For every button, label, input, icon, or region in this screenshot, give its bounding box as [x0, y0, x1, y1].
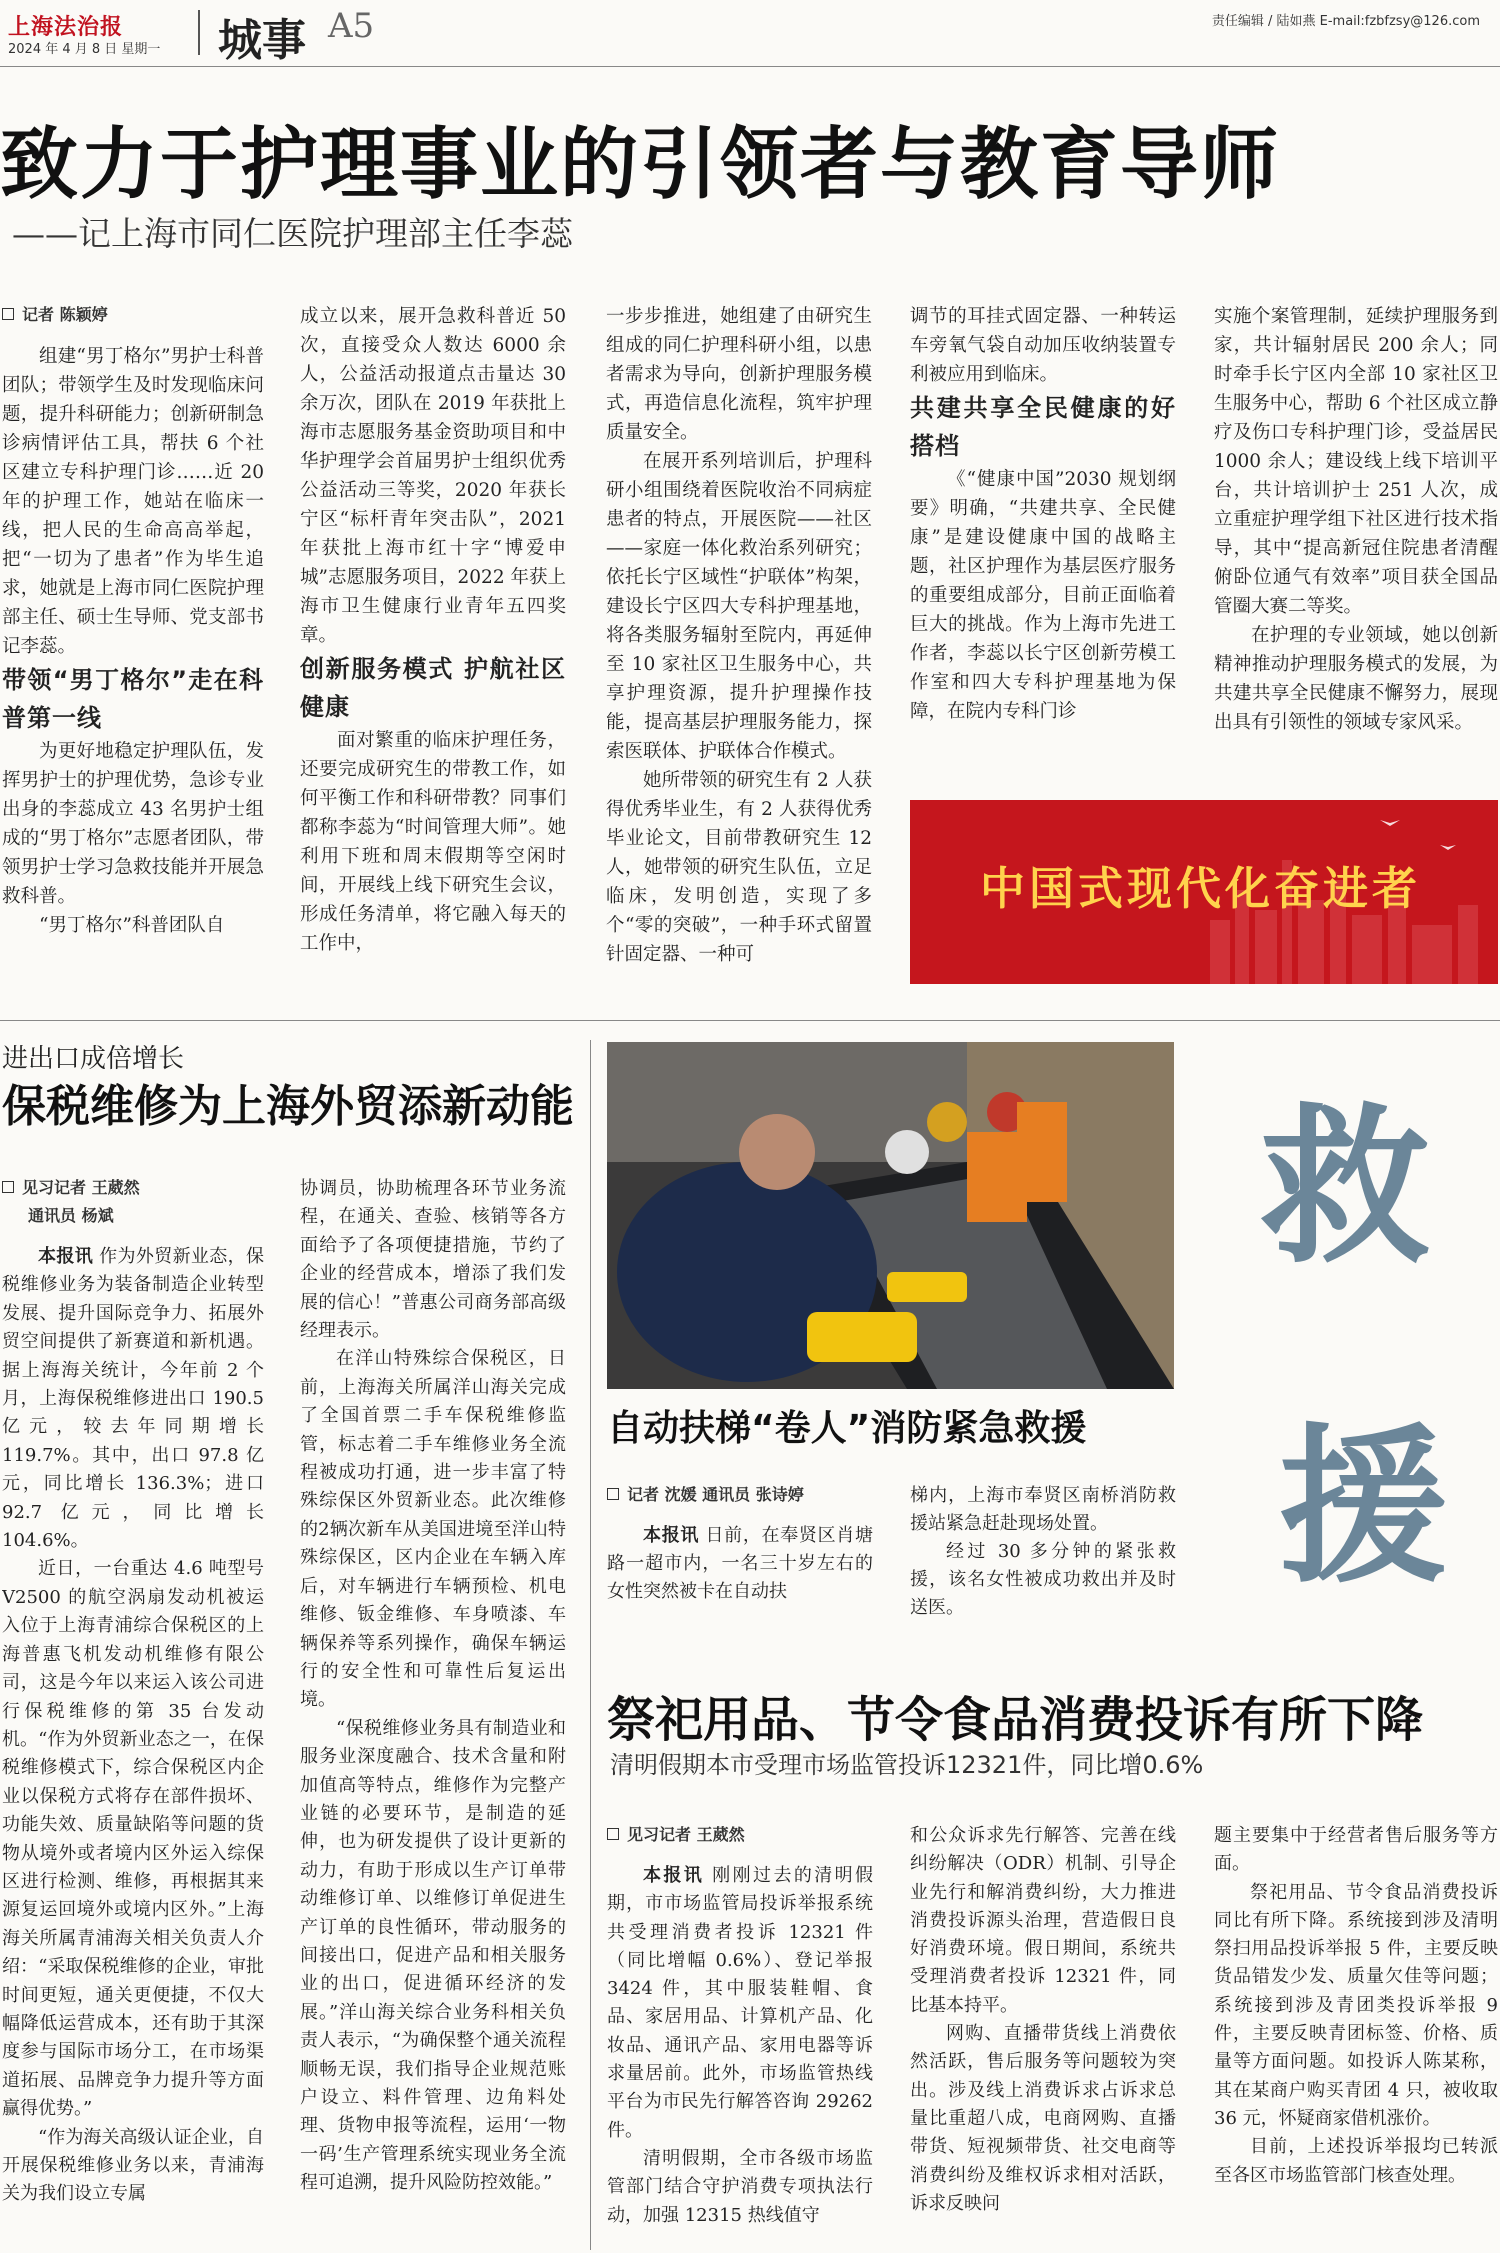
story2-headline: 保税维修为上海外贸添新动能 [2, 1081, 574, 1132]
page-number: A5 [328, 6, 375, 46]
paragraph: 本报讯 日前，在奉贤区肖塘路一超市内，一名三十岁左右的女性突然被卡在自动扶 [607, 1525, 873, 1602]
paragraph: 目前，上述投诉举报均已转派至各区市场监管部门核查处理。 [1214, 2136, 1498, 2186]
issue-date: 2024 年 4 月 8 日 星期一 [8, 42, 161, 57]
story4-headline: 祭祀用品、节令食品消费投诉有所下降 [607, 1692, 1424, 1748]
paragraph: “作为海关高级认证企业，自开展保税维修业务以来，青浦海关为我们设立专属 [2, 2126, 264, 2205]
paragraph: 她所带领的研究生有 2 人获得优秀毕业生，有 2 人获得优秀毕业论文，目前带教研究生 12 人，她带领的研究生队伍，立足临床，发明创造，实现了多个“零的突破”，一种手环式留置针固定器、一种可 [606, 770, 872, 965]
story2-column-1 [2, 1175, 264, 2250]
paragraph: 本报讯 刚刚过去的清明假期，市市场监管局投诉举报系统共受理消费者投诉 12321 件（同比增幅 0.6%）、登记举报 3424 件，其中服装鞋帽、食品、家居用品、计算机产品、化妆品、通讯产品、家用电器等诉求量居前。此外，市场监管热线平台为市民先行解答咨询 29262 件。 [607, 1865, 873, 2141]
paragraph: 成立以来，展开急救科普近 50 次，直接受众人数达 6000 余人，公益活动报道点击量达 30 余万次，团队在 2019 年获批上海市志愿服务基金资助项目和中华护理学会首届男护士组织优秀公益活动三等奖，2020 年获长宁区“标杆青年突击队”，2021 年获批上海市红十字“博爱申城”志愿服务项目，2022 年获上海市卫生健康行业青年五四奖章。 [300, 306, 566, 646]
masthead-rule [0, 66, 1500, 67]
paragraph: 实施个案管理制，延续护理服务到家，共计辐射居民 200 余人；同时牵手长宁区内全部 10 家社区卫生服务中心，帮助 6 个社区成立静疗及伤口专科护理门诊，受益居民 1000 余人；建设线上线下培训平台，共计培训护士 251 人次，成立重症护理学组下社区进行技术指导，其中“提高新冠住院患者清醒俯卧位通气有效率”项目获全国品管圈大赛二等奖。 [1214, 306, 1498, 617]
paragraph: 和公众诉求先行解答、完善在线纠纷解决（ODR）机制、引导企业先行和解消费纠纷，大力推进消费投诉源头治理，营造假日良好消费环境。假日期间，系统共受理消费者投诉 12321 件，同比基本持平。 [910, 1825, 1176, 2016]
dove-icon [1380, 820, 1400, 826]
paragraph: 为更好地稳定护理队伍，发挥男护士的护理优势，急诊专业出身的李蕊成立 43 名男护士组成的“男丁格尔”志愿者团队，带领男护士学习急救技能并开展急救科普。 [2, 741, 264, 907]
paragraph: 一步步推进，她组建了由研究生组成的同仁护理科研小组，以患者需求为导向，创新护理服务模式，再造信息化流程，筑牢护理质量安全。 [606, 306, 872, 443]
paragraph: 网购、直播带货线上消费依然活跃，售后服务等问题较为突出。涉及线上消费诉求占诉求总量比重超八成，电商网购、直播带货、短视频带货、社交电商等消费纠纷及维权诉求相对活跃，诉求反映问 [910, 2023, 1176, 2214]
story1-byline: 记者 陈颖婷 [2, 302, 264, 328]
paragraph: 组建“男丁格尔”男护士科普团队；带领学生及时发现临床问题，提升科研能力；创新研制急诊病情评估工具，帮扶 6 个社区建立专科护理门诊……近 20 年的护理工作，她站在临床一线，把人民的生命高高举起，把“一切为了患者”作为毕生追求，她就是上海市同仁医院护理部主任、硕士生导师、党支部书记李蕊。 [2, 346, 264, 657]
newspaper-logo: 上海法治报 [8, 14, 124, 40]
paragraph: 调节的耳挂式固定器、一种转运车旁氧气袋自动加压收纳装置专利被应用到临床。 [910, 306, 1176, 385]
byline-box-icon [2, 308, 14, 320]
escalator-rescue-photo [607, 1042, 1174, 1389]
byline-box-icon [2, 1181, 14, 1193]
story4-column-2 [910, 1822, 1176, 2252]
story1-subheading-3: 共建共享全民健康的好搭档 [910, 394, 1176, 460]
story4-subhead: 清明假期本市受理市场监管投诉12321件，同比增0.6% [610, 1751, 1204, 1779]
story3-byline: 记者 沈媛 通讯员 张诗婷 [607, 1482, 873, 1508]
editor-credit: 责任编辑 / 陆如燕 E-mail:fzbfzsy@126.com [1211, 14, 1480, 29]
story4-column-3 [1214, 1822, 1498, 2252]
story4-byline: 见习记者 王葳然 [607, 1822, 873, 1848]
paragraph: 近日，一台重达 4.6 吨型号 V2500 的航空涡扇发动机被运入位于上海青浦综合保税区的上海普惠飞机发动机维修有限公司，这是今年以来运入该公司进行保税维修的第 35 台发动机。“作为外贸新业态之一，在保税维修模式下，综合保税区内企业以保税方式将存在部件损坏、功能失效、质量缺陷等问题的货物从境外或者境内区外运入综保区进行检测、维修，再根据其来源复运回境外或境内区外。”上海海关所属青浦海关相关负责人介绍：“采取保税维修的企业，审批时间更短，通关更便捷，不仅大幅降低运营成本，还有助于其深度参与国际市场分工，在市场渠道拓展、品牌竞争力提升等方面赢得优势。” [2, 1558, 264, 2120]
paragraph: 本报讯 作为外贸新业态，保税维修业务为装备制造企业转型发展、提升国际竞争力、拓展外贸空间提供了新赛道和新机遇。据上海海关统计，今年前 2 个月，上海保税维修进出口 190.5 亿元，较去年同期增长 119.7%。其中，出口 97.8 亿元，同比增长 136.3%；进口 92.7 亿元，同比增长 104.6%。 [2, 1246, 264, 1552]
paragraph: 题主要集中于经营者售后服务等方面。 [1214, 1825, 1498, 1875]
paragraph: 在洋山特殊综合保税区，日前，上海海关所属洋山海关完成了全国首票二手车保税维修监管，标志着二手车维修业务全流程被成功打通，进一步丰富了特殊综保区外贸新业态。此次维修的2辆次新车从美国进境至洋山特殊综保区，区内企业在车辆入库后，对车辆进行车辆预检、机电维修、钣金维修、车身喷漆、车辆保养等系列操作，确保车辆运行的安全性和可靠性后复运出境。 [300, 1348, 566, 1711]
paragraph: 协调员，协助梳理各环节业务流程，在通关、查验、核销等各方面给予了各项便捷措施，节约了企业的经营成本，增添了我们发展的信心！”普惠公司商务部高级经理表示。 [300, 1178, 566, 1342]
paragraph: 梯内，上海市奉贤区南桥消防救援站紧急赶赴现场处置。 [910, 1485, 1176, 1534]
story1-column-4 [910, 302, 1176, 782]
story1-subheading-2: 创新服务模式 护航社区健康 [300, 655, 566, 721]
column-divider [590, 1040, 591, 2250]
paragraph: 经过 30 多分钟的紧张救援，该名女性被成功救出并及时送医。 [910, 1541, 1176, 1618]
story4-column-1 [607, 1822, 873, 2252]
byline-box-icon [607, 1828, 619, 1840]
story3-column-1 [607, 1482, 873, 1672]
story3-column-2 [910, 1482, 1176, 1672]
paragraph: 面对繁重的临床护理任务，还要完成研究生的带教工作，如何平衡工作和科研带教？同事们都称李蕊为“时间管理大师”。她利用下班和周末假期等空闲时间，开展线上线下研究生会议，形成任务清单，将它融入每天的工作中， [300, 730, 566, 954]
section-title: 城事 [218, 15, 306, 66]
banner-text: 中国式现代化奋进者 [980, 862, 1422, 915]
paragraph: 祭祀用品、节令食品消费投诉同比有所下降。系统接到涉及清明祭扫用品投诉举报 5 件，主要反映货品错发少发、质量欠佳等问题；系统接到涉及青团类投诉举报 9 件，主要反映青团标签、价格、质量等方面问题。如投诉人陈某称，其在某商户购买青团 4 只，被收取 36 元，怀疑商家借机涨价。 [1214, 1881, 1498, 2129]
rescue-character-2: 援 [1278, 1407, 1449, 1607]
paragraph: 清明假期，全市各级市场监管部门结合守护消费专项执法行动，加强 12315 热线值守 [607, 2147, 873, 2226]
photo-caption: 自动扶梯“卷人”消防紧急救援 [607, 1408, 1087, 1449]
story1-column-3 [606, 302, 872, 992]
dove-icon [1440, 845, 1456, 850]
story1-headline: 致力于护理事业的引领者与教育导师 [0, 119, 1281, 210]
paragraph: 《“健康中国”2030 规划纲要》明确，“共建共享、全民健康”是建设健康中国的战略主题，社区护理作为基层医疗服务的重要组成部分，目前正面临着巨大的挑战。作为上海市先进工作者，李蕊以长宁区创新劳模工作室和四大专科护理基地为保障，在院内专科门诊 [910, 469, 1176, 722]
story1-subheading-1: 带领“男丁格尔”走在科普第一线 [2, 666, 264, 732]
byline-box-icon [607, 1488, 619, 1500]
story1-subhead: ——记上海市同仁医院护理部主任李蕊 [12, 214, 573, 253]
section-rule [0, 1020, 1500, 1021]
paragraph: 在护理的专业领域，她以创新精神推动护理服务模式的发展，为共建共享全民健康不懈努力，展现出具有引领性的领域专家风采。 [1214, 625, 1498, 733]
promo-banner [910, 800, 1498, 984]
paragraph: “保税维修业务具有制造业和服务业深度融合、技术含量和附加值高等特点，维修作为完整产业链的必要环节，是制造的延伸，也为研发提供了设计更新的动力，有助于形成以生产订单带动维修订单、以维修订单促进生产订单的良性循环，带动服务的间接出口，促进产品和相关服务业的出口，促进循环经济的发展。”洋山海关综合业务科相关负责人表示，“为确保整个通关流程顺畅无误，我们指导企业规范账户设立、料件管理、边角料处理、货物申报等流程，运用‘一物一码’生产管理系统实现业务全流程可追溯，提升风险防控效能。” [300, 1717, 566, 2194]
story1-column-5 [1214, 302, 1498, 782]
paragraph: 在展开系列培训后，护理科研小组围绕着医院收治不同病症患者的特点，开展医院——社区——家庭一体化救治系列研究；依托长宁区域性“护联体”构架，建设长宁区四大专科护理基地，将各类服务辐射至院内，再延伸至 10 家社区卫生服务中心，共享护理资源，提升护理操作技能，提高基层护理服务能力，探索医联体、护联体合作模式。 [606, 451, 872, 762]
rescue-character-1: 救 [1260, 1087, 1431, 1287]
story2-kicker: 进出口成倍增长 [2, 1044, 185, 1074]
story1-column-1 [2, 302, 264, 992]
story1-column-2 [300, 302, 566, 992]
story2-byline-2: 通讯员 杨斌 [28, 1206, 114, 1225]
story2-column-2 [300, 1175, 566, 2250]
masthead-divider [198, 10, 200, 55]
paragraph: “男丁格尔”科普团队自 [39, 915, 225, 936]
rescue-scene-illustration [607, 1042, 1174, 1389]
story2-byline: 见习记者 王葳然 [2, 1175, 264, 1201]
